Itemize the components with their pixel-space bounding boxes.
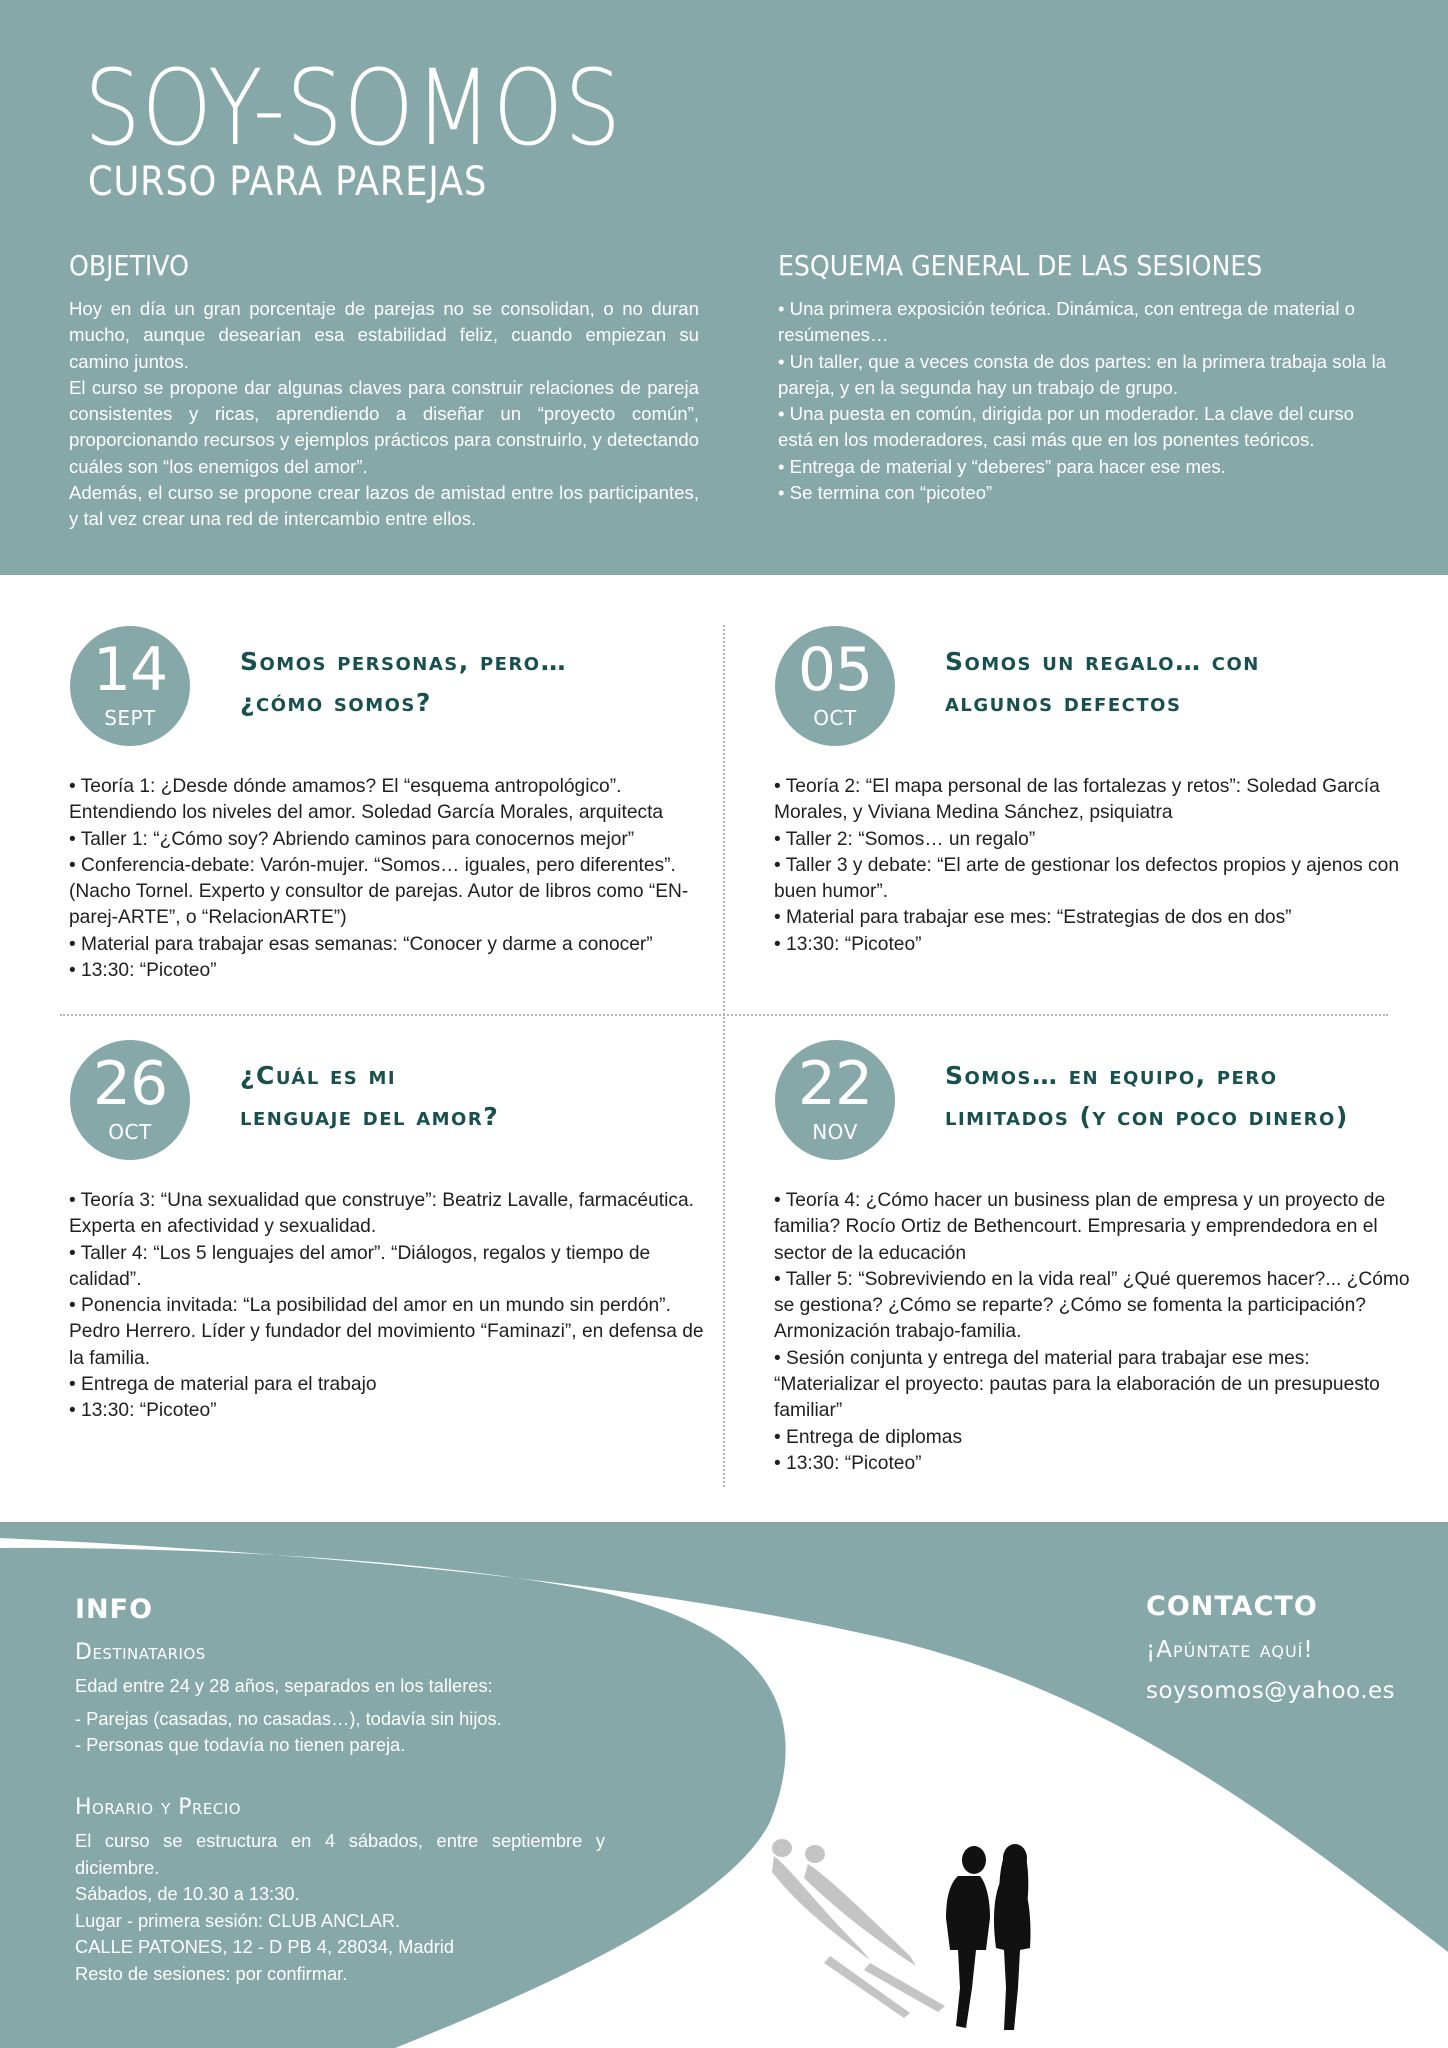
horizontal-divider [60,1014,1388,1016]
recipients-line: - Personas que todavía no tienen pareja. [75,1734,406,1755]
date-badge [775,1040,895,1160]
session-items [69,1188,709,1425]
session-item: • Ponencia invitada: “La posibilidad del amor en un mundo sin perdón”. Pedro Herrero. Líder y fundador del movimiento “Faminazi”, en defensa de la familia. [69,1295,704,1369]
session-item: • Taller 1: “¿Cómo soy? Abriendo caminos para conocernos mejor” [69,828,635,850]
session-item: • Material para trabajar ese mes: “Estrategias de dos en dos” [774,907,1292,929]
date-badge [775,626,895,746]
schedule-line: Resto de sesiones: por confirmar. [75,1962,348,1984]
schedule-heading: Horario y Precio [75,1795,242,1820]
date-day: 22 [797,1049,873,1119]
schema-item: • Se termina con “picoteo” [778,482,993,504]
page-title: SOY-SOMOS [84,47,622,169]
schedule-line: El curso se estructura en 4 sábados, entre septiembre y diciembre. [75,1830,605,1878]
walking-couple-icon [760,1838,1060,2038]
schema-list [778,296,1390,506]
session-title-line: lenguaje del amor? [240,1102,500,1131]
session-item: • Taller 5: “Sobreviviendo en la vida real” ¿Qué queremos hacer?... ¿Cómo se gestiona? ¿Cómo se reparte? ¿Cómo se fomenta la participación? Armonización trabajo-familia. [774,1268,1410,1343]
schema-item: • Un taller, que a veces consta de dos partes: en la primera trabaja sola la pareja, y en la segunda hay un trabajo de grupo. [778,350,1387,398]
session-item: • Teoría 4: ¿Cómo hacer un business plan de empresa y un proyecto de familia? Rocío Ortiz de Bethencourt. Empresaria y emprendedora en el sector de la educación [774,1190,1386,1264]
session-title [240,641,660,723]
objective-heading: OBJETIVO [69,249,189,282]
objective-paragraph: El curso se propone dar algunas claves para construir relaciones de pareja consistentes y ricas, aprendiendo a diseñar un “proyecto común”, proporcionando recursos y ejemplos prácticos para construirlo, y detectando cuáles son “los enemigos del amor”. [69,376,699,477]
session-title-line: limitados (y con poco dinero) [945,1102,1349,1131]
schedule-text [75,1828,605,1987]
session-item: • Taller 3 y debate: “El arte de gestionar los defectos propios y ajenos con buen humor”. [774,854,1399,903]
date-month: NOV [812,1120,858,1144]
session-item: • Taller 2: “Somos… un regalo” [774,828,1036,850]
session-title-line: Somos personas, pero… [240,647,568,676]
date-day: 14 [92,635,168,705]
objective-paragraph: Hoy en día un gran porcentaje de parejas no se consolidan, o no duran mucho, aunque desearían esa estabilidad feliz, cuando empiezan su camino juntos. [69,298,699,372]
date-month: SEPT [104,706,156,730]
session-title [945,1055,1365,1137]
session-item: • Entrega de material para el trabajo [69,1374,377,1396]
recipients-line: - Parejas (casadas, no casadas…), todavía sin hijos. [75,1707,502,1729]
vertical-divider [723,625,725,1487]
header-panel [0,0,1448,575]
session-title-line: ¿cómo somos? [240,688,432,717]
date-day: 05 [797,635,873,705]
info-heading: INFO [75,1594,154,1625]
recipients-heading: Destinatarios [75,1640,206,1665]
schema-item: • Una primera exposición teórica. Dinámica, con entrega de material o resúmenes… [778,298,1355,346]
session-title-line: ¿Cuál es mi [240,1061,397,1090]
session-item: • Entrega de diplomas [774,1426,963,1448]
session-title-line: algunos defectos [945,688,1182,717]
session-item: • Teoría 1: ¿Desde dónde amamos? El “esquema antropológico”. Entendiendo los niveles del amor. Soledad García Morales, arquitecta [69,776,664,824]
session-item: • Material para trabajar esas semanas: “Conocer y darme a conocer” [69,933,653,955]
date-day: 26 [92,1049,168,1119]
signup-cta[interactable]: ¡Apúntate aquí! [1146,1637,1314,1663]
session-title [945,641,1365,723]
date-month: OCT [108,1120,152,1144]
session-item: • 13:30: “Picoteo” [69,1400,217,1422]
schema-heading: ESQUEMA GENERAL DE LAS SESIONES [778,249,1263,282]
session-title-line: Somos un regalo… con [945,647,1260,676]
session-item: • 13:30: “Picoteo” [774,933,922,955]
session-item: • Taller 4: “Los 5 lenguajes del amor”. “Diálogos, regalos y tiempo de calidad”. [69,1242,651,1290]
recipients-line: Edad entre 24 y 28 años, separados en los talleres: [75,1675,493,1696]
session-items [69,774,709,984]
session-item: • Teoría 3: “Una sexualidad que construye”: Beatriz Lavalle, farmacéutica. Experta en afectividad y sexualidad. [69,1190,694,1238]
session-item: • 13:30: “Picoteo” [69,960,217,982]
page-subtitle: CURSO PARA PAREJAS [88,159,488,205]
session-item: • 13:30: “Picoteo” [774,1452,922,1474]
session-item: • Teoría 2: “El mapa personal de las fortalezas y retos”: Soledad García Morales, y Viviana Medina Sánchez, psiquiatra [774,776,1380,824]
recipients-text [75,1673,605,1759]
schedule-line: Lugar - primera sesión: CLUB ANCLAR. [75,1909,401,1931]
session-item: • Sesión conjunta y entrega del material para trabajar ese mes: “Materializar el proyecto: pautas para la elaboración de un presupuesto familiar” [774,1347,1380,1422]
schedule-line: Sábados, de 10.30 a 13:30. [75,1883,300,1904]
schema-item: • Entrega de material y “deberes” para hacer ese mes. [778,455,1226,477]
objective-text [69,296,699,533]
date-badge [70,1040,190,1160]
date-month: OCT [813,706,857,730]
session-title-line: Somos… en equipo, pero [945,1061,1278,1090]
session-item: • Conferencia-debate: Varón-mujer. “Somos… iguales, pero diferentes”. (Nacho Tornel. Experto y consultor de parejas. Autor de libros como “EN-parej-ARTE”, o “RelacionARTE”) [69,854,689,929]
objective-paragraph: Además, el curso se propone crear lazos de amistad entre los participantes, y tal vez crear una red de intercambio entre ellos. [69,482,699,530]
date-badge [70,626,190,746]
session-items [774,1188,1414,1477]
contact-heading: CONTACTO [1146,1591,1318,1622]
schedule-line: CALLE PATONES, 12 - D PB 4, 28034, Madrid [75,1936,455,1957]
schema-item: • Una puesta en común, dirigida por un moderador. La clave del curso está en los moderadores, casi más que en los ponentes teóricos. [778,403,1355,451]
session-items [774,774,1414,958]
session-title [240,1055,660,1137]
contact-email-link[interactable]: soysomos@yahoo.es [1146,1678,1396,1704]
